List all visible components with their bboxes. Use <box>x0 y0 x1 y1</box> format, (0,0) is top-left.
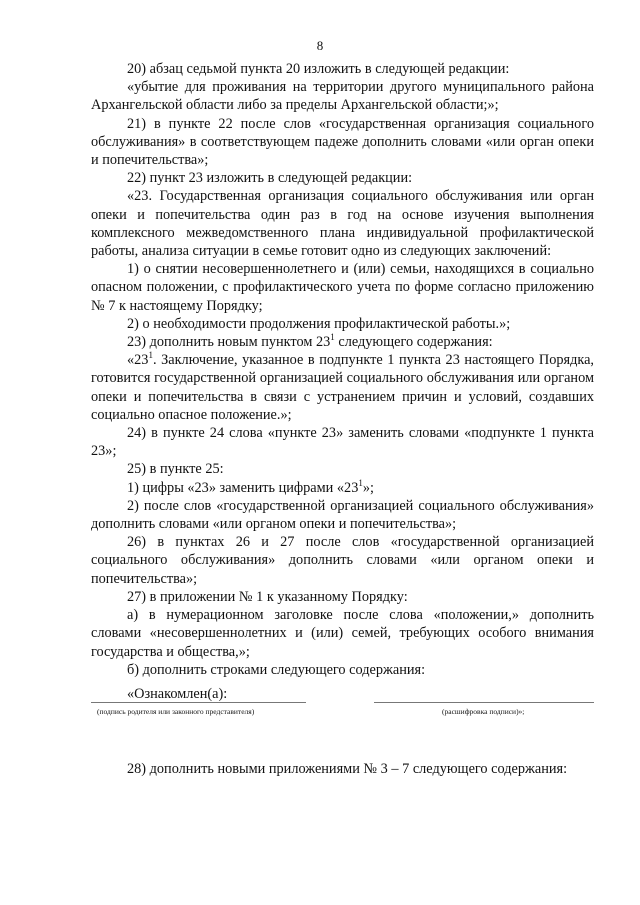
signature-transcript-caption: (расшифровка подписи)»; <box>442 707 525 716</box>
paragraph-27: 27) в приложении № 1 к указанному Порядку: <box>127 588 408 605</box>
page-number: 8 <box>316 38 324 53</box>
paragraph-25-item-2: 2) после слов «государственной организацией социального обслуживания» дополнить словами «или органом опеки и попечительства»; <box>91 497 594 533</box>
paragraph-23-quote-start: «23 <box>127 352 149 369</box>
paragraph-24: 24) в пункте 24 слова «пункте 23» заменить словами «подпункте 1 пункта 23»; <box>91 425 594 460</box>
signature-transcript-line <box>374 702 594 703</box>
superscript-1: 1 <box>330 332 335 343</box>
paragraph-23 <box>91 333 594 351</box>
paragraph-22: 22) пункт 23 изложить в следующей редакции: <box>127 170 413 187</box>
superscript-1: 1 <box>148 350 153 361</box>
paragraph-23-tail: следующего содержания: <box>334 334 493 351</box>
paragraph-25-item-1-text: 1) цифры «23» заменить цифрами «23 <box>127 479 359 496</box>
paragraph-25: 25) в пункте 25: <box>127 461 224 478</box>
paragraph-22-quote: «23. Государственная организация социального обслуживания или орган опеки и попечительства один раз в год на основе изучения выполнения комплексного межведомственного плана индивидуальной профилактической работы, анализа ситуации в семье готовит одно из следующих заключений: <box>91 188 594 260</box>
signature-caption: (подпись родителя или законного представителя) <box>97 707 255 716</box>
paragraph-20: 20) абзац седьмой пункта 20 изложить в следующей редакции: <box>127 61 510 77</box>
paragraph-23-quote-text: . Заключение, указанное в подпункте 1 пункта 23 настоящего Порядка, готовится государственной организацией социального обслуживания или органом опеки и попечительства в связи с устранением причин и условий, создавших социально опасное положение.»; <box>91 352 594 423</box>
signature-line <box>91 702 306 703</box>
paragraph-22-item-2: 2) о необходимости продолжения профилактической работы.»; <box>127 315 511 332</box>
document-body <box>91 60 594 703</box>
signature-block <box>91 702 594 724</box>
acknowledgement-label: «Ознакомлен(а): <box>127 685 228 702</box>
paragraph-25-item-1-tail: »; <box>362 479 374 496</box>
superscript-1: 1 <box>358 477 363 488</box>
paragraph-23-text: 23) дополнить новым пунктом 23 <box>127 334 331 351</box>
paragraph-27-item-b: б) дополнить строками следующего содержания: <box>127 661 426 678</box>
paragraph-28: 28) дополнить новыми приложениями № 3 – 7 следующего содержания: <box>127 761 568 777</box>
paragraph-26: 26) в пунктах 26 и 27 после слов «государственной организацией социального обслуживания» дополнить словами «или органом опеки и попечительства»; <box>91 534 594 587</box>
paragraph-22-item-1: 1) о снятии несовершеннолетнего и (или) семьи, находящихся в социально опасном положении, с профилактического учета по форме согласно приложению № 7 к настоящему Порядку; <box>91 261 594 314</box>
paragraph-21: 21) в пункте 22 после слов «государственная организация социального обслуживания» в соответствующем падеже дополнить словами «или орган опеки и попечительства»; <box>91 115 594 169</box>
paragraph-25-item-1 <box>91 479 594 497</box>
paragraph-20-quote: «убытие для проживания на территории другого муниципального района Архангельской области либо за пределы Архангельской области;»; <box>91 79 594 114</box>
paragraph-23-quote <box>91 351 594 424</box>
paragraph-27-item-a: а) в нумерационном заголовке после слова «положении,» дополнить словами «несовершеннолетних и (или) семей, требующих особого внимания государства и общества,»; <box>91 607 594 660</box>
